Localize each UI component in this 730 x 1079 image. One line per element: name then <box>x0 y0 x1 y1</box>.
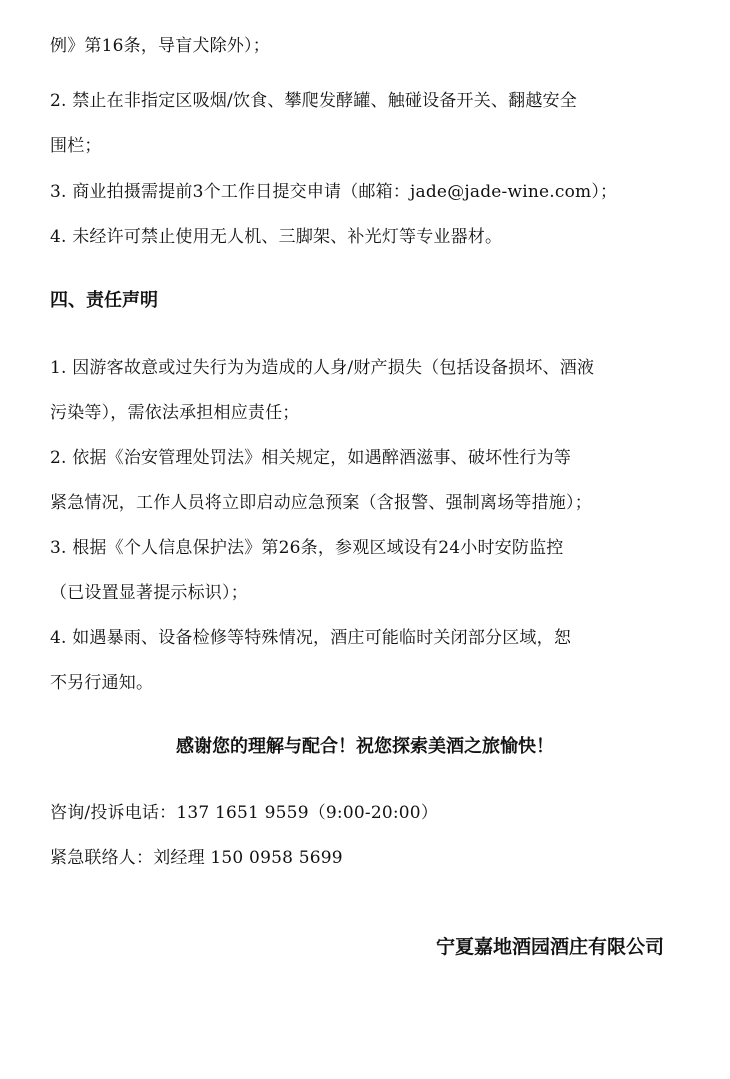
liability-1-line-2: 污染等），需依法承担相应责任； <box>50 403 300 423</box>
rule-1-continuation: 例》第16条，导盲犬除外）； <box>50 36 270 56</box>
liability-2-line-2: 紧急情况，工作人员将立即启动应急预案（含报警、强制离场等措施）； <box>50 493 592 513</box>
liability-1-line-1: 1. 因游客故意或过失行为为造成的人身/财产损失（包括设备损坏、酒液 <box>50 358 595 378</box>
section-heading-liability: 四、责任声明 <box>50 290 158 311</box>
rule-3: 3. 商业拍摄需提前3个工作日提交申请（邮箱：jade@jade-wine.com）； <box>50 182 618 202</box>
rule-2-line-1: 2. 禁止在非指定区吸烟/饮食、攀爬发酵罐、触碰设备开关、翻越安全 <box>50 91 577 111</box>
liability-4-line-1: 4. 如遇暴雨、设备检修等特殊情况，酒庄可能临时关闭部分区域，恕 <box>50 628 572 648</box>
rule-4: 4. 未经许可禁止使用无人机、三脚架、补光灯等专业器材。 <box>50 227 503 247</box>
rule-2-line-2: 围栏； <box>50 136 102 156</box>
liability-3-line-1: 3. 根据《个人信息保护法》第26条，参观区域设有24小时安防监控 <box>50 538 564 558</box>
hotline-text: 咨询/投诉电话：137 1651 9559（9:00-20:00） <box>50 803 439 823</box>
company-signature: 宁夏嘉地酒园酒庄有限公司 <box>435 936 664 958</box>
liability-4-line-2: 不另行通知。 <box>50 673 154 693</box>
emergency-contact-text: 紧急联络人：刘经理 150 0958 5699 <box>50 848 343 868</box>
liability-3-line-2: （已设置显著提示标识）； <box>50 583 248 603</box>
thanks-message: 感谢您的理解与配合！祝您探索美酒之旅愉快！ <box>176 736 554 757</box>
liability-2-line-1: 2. 依据《治安管理处罚法》相关规定，如遇醉酒滋事、破坏性行为等 <box>50 448 572 468</box>
